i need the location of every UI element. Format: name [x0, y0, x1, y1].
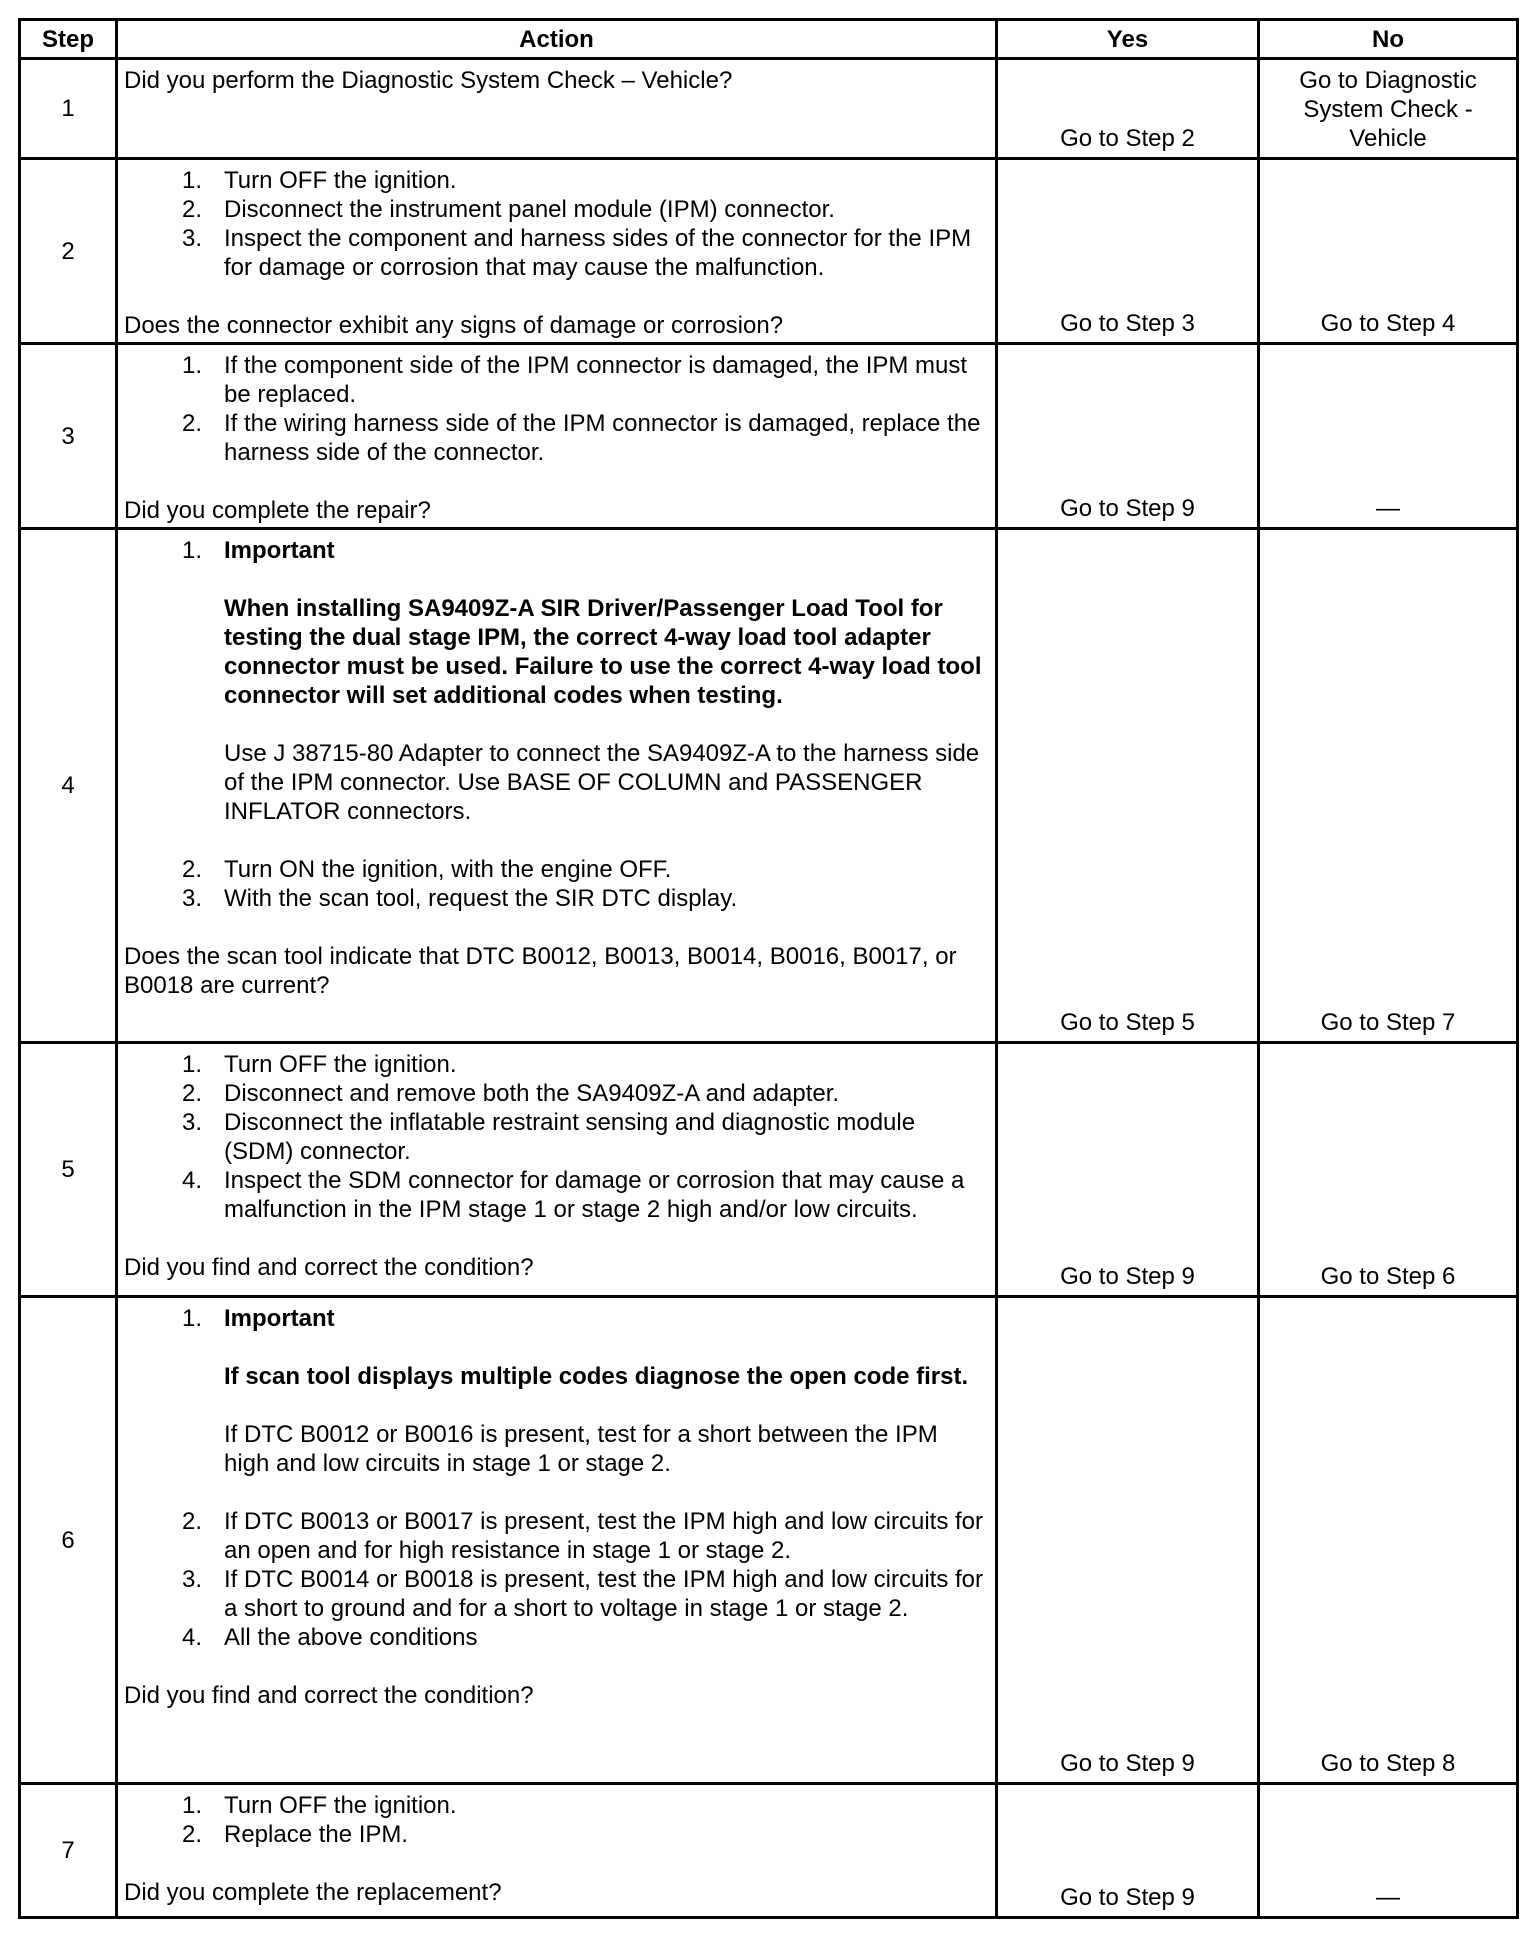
item-number: 1. — [181, 1305, 202, 1332]
action-cell — [117, 1043, 997, 1297]
table-row — [20, 1297, 1518, 1784]
list-item: 1. Turn OFF the ignition. — [124, 1050, 989, 1079]
step-list — [124, 536, 989, 913]
question: Does the scan tool indicate that DTC B0012, B0013, B0014, B0016, B0017, or B0018 are current? — [124, 943, 957, 999]
action-cell — [117, 159, 997, 344]
item-number: 1. — [181, 1051, 202, 1078]
header-step: Step — [20, 20, 117, 59]
table-row — [20, 344, 1518, 529]
item-text: Use J 38715-80 Adapter to connect the SA9409Z-A to the harness side of the IPM connector. Use BASE OF COLUMN and PASSENGER INFLATOR connectors. — [224, 740, 980, 825]
question: Does the connector exhibit any signs of damage or corrosion? — [124, 312, 784, 339]
yes-cell: Go to Step 9 — [997, 1297, 1259, 1784]
list-item: 4. All the above conditions — [124, 1623, 989, 1652]
list-item: 2. Turn ON the ignition, with the engine OFF. — [124, 855, 989, 884]
table-row — [20, 1043, 1518, 1297]
table-row — [20, 529, 1518, 1043]
step-number: 6 — [20, 1297, 117, 1784]
item-number: 3. — [181, 225, 202, 252]
list-item: 2. If the wiring harness side of the IPM connector is damaged, replace the harness side of the connector. — [124, 409, 989, 467]
item-number: 2. — [181, 1821, 202, 1848]
question: Did you complete the replacement? — [124, 1879, 502, 1906]
item-number: 1. — [181, 352, 202, 379]
action-cell — [117, 59, 997, 159]
action-cell — [117, 1784, 997, 1918]
yes-cell: Go to Step 3 — [997, 159, 1259, 344]
item-number: 2. — [181, 410, 202, 437]
action-cell — [117, 344, 997, 529]
table-row — [20, 59, 1518, 159]
no-cell: Go to Step 7 — [1259, 529, 1518, 1043]
list-item: 3. Inspect the component and harness sides of the connector for the IPM for damage or corrosion that may cause the malfunction. — [124, 224, 989, 282]
yes-cell: Go to Step 9 — [997, 344, 1259, 529]
item-number: 3. — [181, 1566, 202, 1593]
table-row — [20, 1784, 1518, 1918]
yes-cell: Go to Step 9 — [997, 1043, 1259, 1297]
step-number: 3 — [20, 344, 117, 529]
step-number: 7 — [20, 1784, 117, 1918]
table-row — [20, 159, 1518, 344]
list-item: 4. Inspect the SDM connector for damage or corrosion that may cause a malfunction in the IPM stage 1 or stage 2 high and/or low circuits. — [124, 1166, 989, 1224]
no-cell: Go to Diagnostic System Check - Vehicle — [1259, 59, 1518, 159]
list-item: 3. If DTC B0014 or B0018 is present, test the IPM high and low circuits for a short to ground and for a short to voltage in stage 1 or stage 2. — [124, 1565, 989, 1623]
header-yes: Yes — [997, 20, 1259, 59]
step-list — [124, 1050, 989, 1224]
item-number: 4. — [181, 1167, 202, 1194]
yes-cell: Go to Step 2 — [997, 59, 1259, 159]
item-number: 2. — [181, 1080, 202, 1107]
step-number: 2 — [20, 159, 117, 344]
item-number: 3. — [181, 1109, 202, 1136]
action-cell — [117, 1297, 997, 1784]
list-item: 2. Disconnect the instrument panel module (IPM) connector. — [124, 195, 989, 224]
list-item: 2. If DTC B0013 or B0017 is present, test the IPM high and low circuits for an open and for high resistance in stage 1 or stage 2. — [124, 1507, 989, 1565]
step-number: 5 — [20, 1043, 117, 1297]
list-item: 1. If the component side of the IPM connector is damaged, the IPM must be replaced. — [124, 351, 989, 409]
important-label: Important — [224, 1305, 335, 1332]
header-no: No — [1259, 20, 1518, 59]
important-label: Important — [224, 537, 335, 564]
item-number: 3. — [181, 885, 202, 912]
step-list — [124, 351, 989, 467]
list-item: 3. With the scan tool, request the SIR DTC display. — [124, 884, 989, 913]
header-action: Action — [117, 20, 997, 59]
important-notice: When installing SA9409Z-A SIR Driver/Passenger Load Tool for testing the dual stage IPM, the correct 4-way load tool adapter connector must be used. Failure to use the correct 4-way load tool connector will set additional codes when testing. — [224, 595, 982, 709]
list-item — [124, 536, 989, 855]
item-number: 2. — [181, 856, 202, 883]
step-list — [124, 1304, 989, 1652]
step-number: 1 — [20, 59, 117, 159]
yes-cell: Go to Step 5 — [997, 529, 1259, 1043]
list-item: 1. Turn OFF the ignition. — [124, 1791, 989, 1820]
no-cell: — — [1259, 1784, 1518, 1918]
no-cell: — — [1259, 344, 1518, 529]
list-item: 2. Replace the IPM. — [124, 1820, 989, 1849]
item-number: 1. — [181, 1792, 202, 1819]
header-row — [20, 20, 1518, 59]
no-cell: Go to Step 4 — [1259, 159, 1518, 344]
action-cell — [117, 529, 997, 1043]
question: Did you perform the Diagnostic System Check – Vehicle? — [124, 67, 733, 94]
item-number: 2. — [181, 196, 202, 223]
yes-cell: Go to Step 9 — [997, 1784, 1259, 1918]
step-number: 4 — [20, 529, 117, 1043]
step-list — [124, 1791, 989, 1849]
item-number: 2. — [181, 1508, 202, 1535]
question: Did you find and correct the condition? — [124, 1682, 534, 1709]
list-item: 1. Turn OFF the ignition. — [124, 166, 989, 195]
item-text: If DTC B0012 or B0016 is present, test for a short between the IPM high and low circuits in stage 1 or stage 2. — [224, 1421, 938, 1477]
item-number: 4. — [181, 1624, 202, 1651]
no-cell: Go to Step 6 — [1259, 1043, 1518, 1297]
question: Did you complete the repair? — [124, 497, 431, 524]
diagnostic-table — [18, 18, 1519, 1919]
important-notice: If scan tool displays multiple codes diagnose the open code first. — [224, 1363, 969, 1390]
no-cell: Go to Step 8 — [1259, 1297, 1518, 1784]
list-item — [124, 1304, 989, 1507]
list-item: 2. Disconnect and remove both the SA9409Z-A and adapter. — [124, 1079, 989, 1108]
question: Did you find and correct the condition? — [124, 1254, 534, 1281]
item-number: 1. — [181, 537, 202, 564]
item-number: 1. — [181, 167, 202, 194]
step-list — [124, 166, 989, 282]
list-item: 3. Disconnect the inflatable restraint sensing and diagnostic module (SDM) connector. — [124, 1108, 989, 1166]
